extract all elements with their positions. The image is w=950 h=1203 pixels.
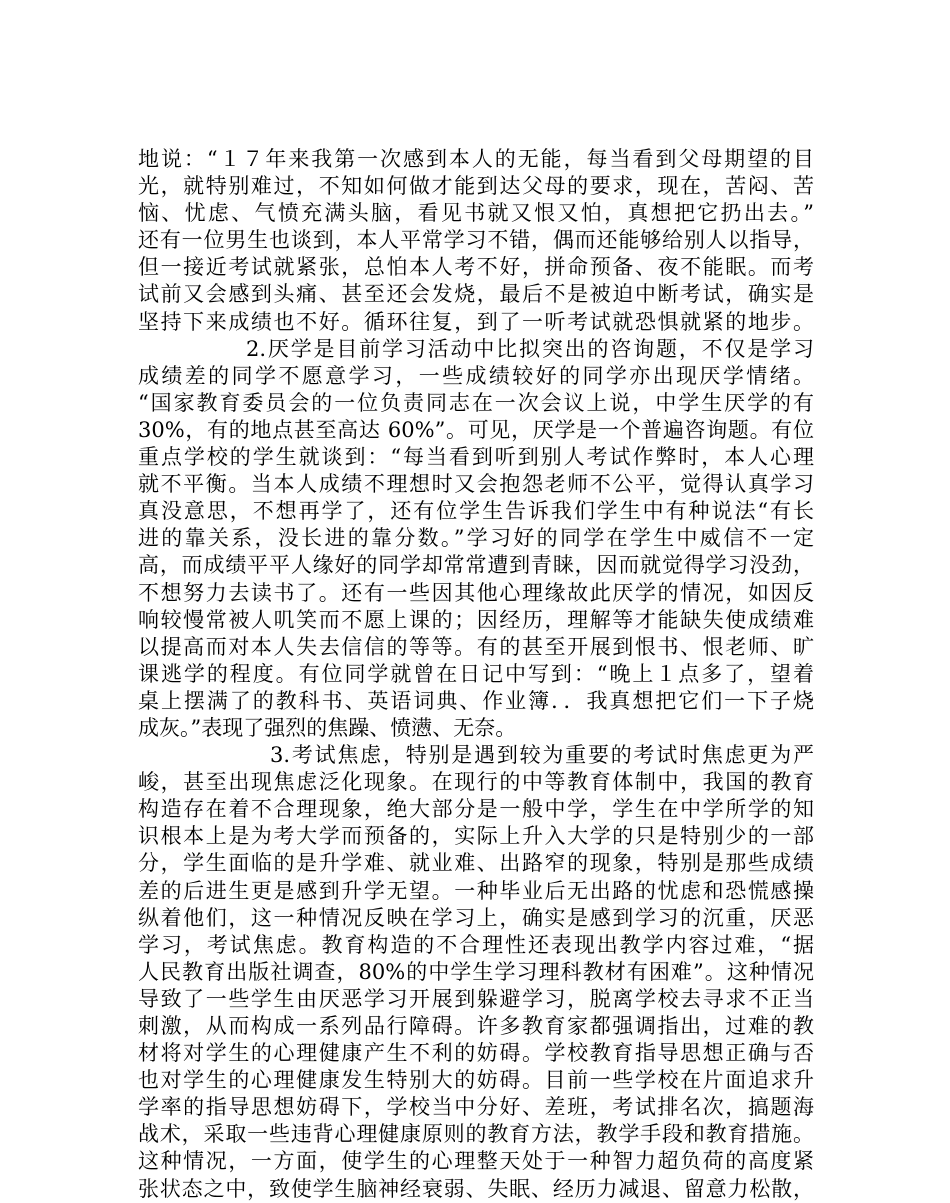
text-line: 课逃学的程度。有位同学就曾在日记中写到：“晚上１点多了，望着 xyxy=(138,661,814,686)
text-line: 学习，考试焦虑。教育构造的不合理性还表现出教学内容过难，“据 xyxy=(138,932,814,957)
text-line: 成灰。”表现了强烈的焦躁、愤懑、无奈。 xyxy=(138,715,517,740)
text-line: 以提高而对本人失去信信的等等。有的甚至开展到恨书、恨老师、旷 xyxy=(138,634,814,659)
text-line: 材将对学生的心理健康产生不利的妨碍。学校教育指导思想正确与否 xyxy=(138,1041,814,1066)
document-body xyxy=(138,146,814,1203)
text-line: 导致了一些学生由厌恶学习开展到躲避学习，脱离学校去寻求不正当 xyxy=(138,986,814,1011)
paragraph-3 xyxy=(138,742,814,1203)
text-line: 这种情况，一方面，使学生的心理整天处于一种智力超负荷的高度紧 xyxy=(138,1149,814,1174)
text-line: 重点学校的学生就谈到：“每当看到听到别人考试作弊时，本人心理 xyxy=(138,445,814,470)
text-line: 2.厌学是目前学习活动中比拟突出的咨询题，不仅是学习 xyxy=(246,336,814,361)
text-line: 坚持下来成绩也不好。循环往复，到了一听考试就恐惧就紧的地步。 xyxy=(138,309,814,334)
text-line: 战术，采取一些违背心理健康原则的教育方法，教学手段和教育措施。 xyxy=(138,1122,814,1147)
text-line: 响较慢常被人叽笑而不愿上课的；因经历，理解等才能缺失使成绩难 xyxy=(138,607,814,632)
text-line: 纵着他们，这一种情况反映在学习上，确实是感到学习的沉重，厌恶 xyxy=(138,905,814,930)
text-line: “国家教育委员会的一位负责同志在一次会议上说，中学生厌学的有 xyxy=(138,390,814,415)
text-line: 成绩差的同学不愿意学习，一些成绩较好的同学亦出现厌学情绪。 xyxy=(138,363,814,388)
text-line: 30%，有的地点甚至高达 60%”。可见，厌学是一个普遍咨询题。有位 xyxy=(138,417,814,442)
text-line: 分，学生面临的是升学难、就业难、出路窄的现象，特别是那些成绩 xyxy=(138,851,814,876)
text-line: 就不平衡。当本人成绩不理想时又会抱怨老师不公平，觉得认真学习 xyxy=(138,472,814,497)
paragraph-1 xyxy=(138,146,814,336)
text-line: 试前又会感到头痛、甚至还会发烧，最后不是被迫中断考试，确实是 xyxy=(138,282,814,307)
text-line: 刺激，从而构成一系列品行障碍。许多教育家都强调指出，过难的教 xyxy=(138,1014,814,1038)
text-line: 地说：“１７年来我第一次感到本人的无能，每当看到父母期望的目 xyxy=(138,147,814,171)
text-line: 也对学生的心理健康发生特别大的妨碍。目前一些学校在片面追求升 xyxy=(138,1068,814,1093)
paragraph-2 xyxy=(138,336,814,742)
text-line: 构造存在着不合理现象，绝大部分是一般中学，学生在中学所学的知 xyxy=(138,797,814,822)
text-line: 人民教育出版社调查，80%的中学生学习理科教材有困难”。这种情况 xyxy=(138,959,814,984)
text-line: 3.考试焦虑，特别是遇到较为重要的考试时焦虑更为严 xyxy=(270,743,814,768)
text-line: 桌上摆满了的教科书、英语词典、作业簿．．我真想把它们一下子烧 xyxy=(138,688,814,713)
text-line: 峻，甚至出现焦虑泛化现象。在现行的中等教育体制中，我国的教育 xyxy=(138,770,814,795)
text-line: 还有一位男生也谈到，本人平常学习不错，偶而还能够给别人以指导， xyxy=(138,228,814,253)
text-line: 高，而成绩平平人缘好的同学却常常遭到青睐，因而就觉得学习没劲， xyxy=(138,553,814,578)
text-line: 学率的指导思想妨碍下，学校当中分好、差班，考试排名次，搞题海 xyxy=(138,1095,814,1120)
text-line: 识根本上是为考大学而预备的，实际上升入大学的只是特别少的一部 xyxy=(138,824,814,849)
text-line: 张状态之中，致使学生脑神经衰弱、失眠、经历力减退、留意力松散， xyxy=(138,1176,814,1201)
text-line: 不想努力去读书了。还有一些因其他心理缘故此厌学的情况，如因反 xyxy=(138,580,814,605)
text-line: 真没意思，不想再学了，还有位学生告诉我们学生中有种说法“有长 xyxy=(138,499,814,524)
text-line: 进的靠关系，没长进的靠分数。”学习好的同学在学生中威信不一定 xyxy=(138,526,814,551)
text-line: 恼、忧虑、气愤充满头脑，看见书就又恨又怕，真想把它扔出去。” xyxy=(138,201,814,226)
text-line: 但一接近考试就紧张，总怕本人考不好，拼命预备、夜不能眠。而考 xyxy=(138,255,814,280)
text-line: 光，就特别难过，不知如何做才能到达父母的要求，现在，苦闷、苦 xyxy=(138,174,814,199)
text-line: 差的后进生更是感到升学无望。一种毕业后无出路的忧虑和恐慌感操 xyxy=(138,878,814,903)
